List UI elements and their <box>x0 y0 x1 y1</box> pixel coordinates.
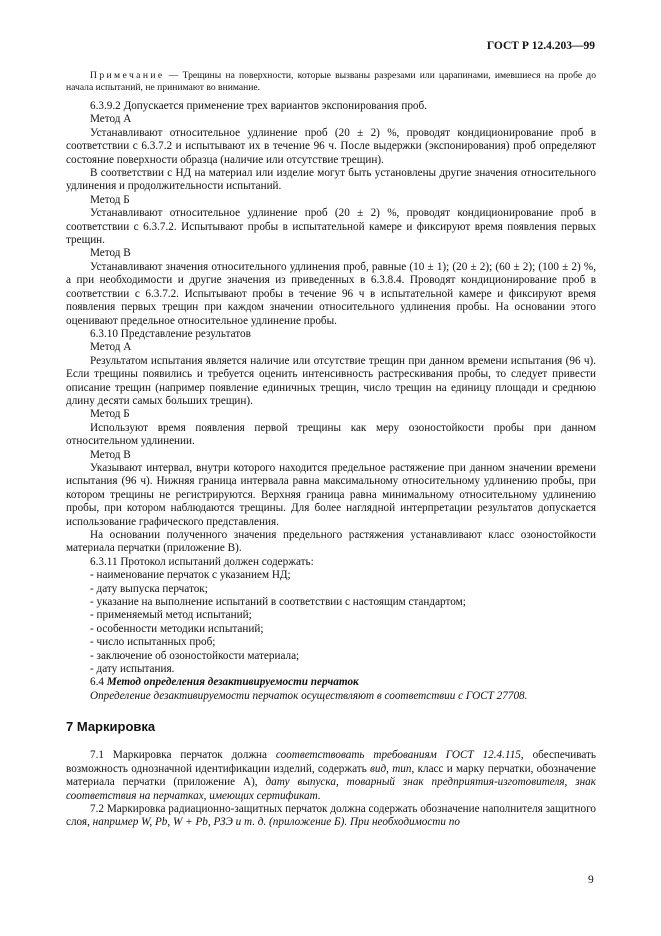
clause-7-1-part: дату выпуска, товарный знак предприятия-изготовителя, знак соответствия на перчатках, имеющих сертификат. <box>66 776 596 802</box>
list-item: - дату испытания. <box>90 663 175 676</box>
method-b-label: Метод Б <box>90 193 130 206</box>
clause-6-4-number: 6.4 <box>90 676 107 689</box>
result-method-b-text: Используют время появления первой трещины как меру озоностойкости пробы при данном относительном удлинении. <box>66 421 596 448</box>
list-item: - наименование перчаток с указанием НД; <box>90 569 291 582</box>
clause-6-4-title: Метод определения дезактивируемости перчаток <box>106 676 359 689</box>
list-item: - число испытанных проб; <box>90 636 216 649</box>
list-item: - особенности методики испытаний; <box>90 622 264 635</box>
clause-7-1-part: 7.1 Маркировка перчаток должна <box>90 749 276 762</box>
list-item: - дату выпуска перчаток; <box>90 582 208 595</box>
note-label: Примечание <box>90 70 165 81</box>
method-a-text: Устанавливают относительное удлинение проб (20 ± 2) %, проводят кондиционирование проб в соответствии с 6.3.7.2 и испытывают их в течение 96 ч. После выдержки (экспонирования) проб определяют состояние поверхности образца (наличие или отсутствие трещин). <box>66 126 596 166</box>
document-body <box>66 70 596 830</box>
section-7-heading: 7 Маркировка <box>66 719 156 735</box>
clause-7-1-part: , класс и марку перчатки, обозначение материала перчатки (приложение А), <box>66 762 596 789</box>
note-text: — Трещины на поверхности, которые вызваны разрезами или царапинами, имевшиеся на пробе до начала испытаний, не принимают во внимание. <box>66 70 596 93</box>
result-method-v-label: Метод В <box>90 448 131 461</box>
method-a-text-2: В соответствии с НД на материал или изделие могут быть установлены другие значения относительного удлинения и продолжительности испытаний. <box>66 167 596 193</box>
result-method-v-text: Указывают интервал, внутри которого находится предельное растяжение при данном значении времени испытания (96 ч). Нижняя граница интервала равна максимальному относительному удлинению пробы, при котором трещины не регистрируются. Верхняя граница равна минимальному относительному удлинению пробы, при котором наблюдаются трещины. Для более наглядной интерпретации результатов допускается использование графического представления. <box>66 461 596 528</box>
clause-6-3-11-title: 6.3.11 Протокол испытаний должен содержать: <box>90 555 314 568</box>
protocol-list <box>66 569 596 676</box>
note-paragraph <box>66 70 596 93</box>
page-number: 9 <box>588 874 594 886</box>
clause-7-1-part: вид, тип <box>370 762 412 775</box>
clause-6-4-heading <box>66 676 596 689</box>
clause-7-2-part: например W, Pb, W + Pb, РЗЭ и т. д. (приложение Б). При необходимости по <box>92 816 460 829</box>
clause-6-3-9-2-title: 6.3.9.2 Допускается применение трех вариантов экспонирования проб. <box>90 100 427 112</box>
list-item: - заключение об озоностойкости материала; <box>90 649 300 662</box>
result-method-v-text-2: На основании полученного значения предельного растяжения устанавливают класс озоностойкости материала перчатки (приложение В). <box>66 529 596 555</box>
method-a-label: Метод А <box>90 113 132 126</box>
list-item: - указание на выполнение испытаний в соответствии с настоящим стандартом; <box>90 596 466 609</box>
list-item: - применяемый метод испытаний; <box>90 609 252 622</box>
result-method-a-text: Результатом испытания является наличие или отсутствие трещин при данном времени испытания (96 ч). Если трещины появились и требуется оценить интенсивность растрескивания пробы, то следует привести описание трещин (например появление единичных трещин, число трещин на единицу площади и среднюю длину десяти самых больших трещин). <box>66 354 596 407</box>
clause-6-3-10-title: 6.3.10 Представление результатов <box>90 327 251 340</box>
method-b-text: Устанавливают относительное удлинение проб (20 ± 2) %, проводят кондиционирование проб в соответствии с 6.3.7.2. Испытывают пробы в испытательной камере и фиксируют время появления первых трещин. <box>66 207 596 247</box>
clause-7-1-part: соответствовать требованиям ГОСТ 12.4.115 <box>275 749 521 762</box>
method-v-text: Устанавливают значения относительного удлинения проб, равные (10 ± 1); (20 ± 2); (60 ± 2); (100 ± 2) %, а при необходимости и другие значения из приведенных в 6.3.8.4. Проводят кондиционирование проб в соответствии с 6.3.7.2. Испытывают пробы в течение 96 ч в испытательной камере и фиксируют время появления первых трещин при каждом значении относительного удлинения пробы. На основании этого оценивают предельное относительное удлинение пробы. <box>66 260 596 327</box>
method-v-label: Метод В <box>90 247 131 260</box>
result-method-b-label: Метод Б <box>90 408 130 421</box>
clause-7-1-text <box>66 749 596 803</box>
clause-7-2-part: 7.2 Маркировка радиационно-защитных перчаток должна содержать обозначение наполнителя защитного слоя, <box>66 802 596 829</box>
result-method-a-label: Метод А <box>90 341 132 354</box>
clause-7-2-text <box>66 803 596 830</box>
clause-7-1-part: , обеспечивать возможность однозначной идентификации изделий, содержать <box>66 749 597 775</box>
clause-6-4-text: Определение дезактивируемости перчаток осуществляют в соответствии с ГОСТ 27708. <box>90 689 528 702</box>
document-number-header: ГОСТ Р 12.4.203—99 <box>486 40 595 52</box>
